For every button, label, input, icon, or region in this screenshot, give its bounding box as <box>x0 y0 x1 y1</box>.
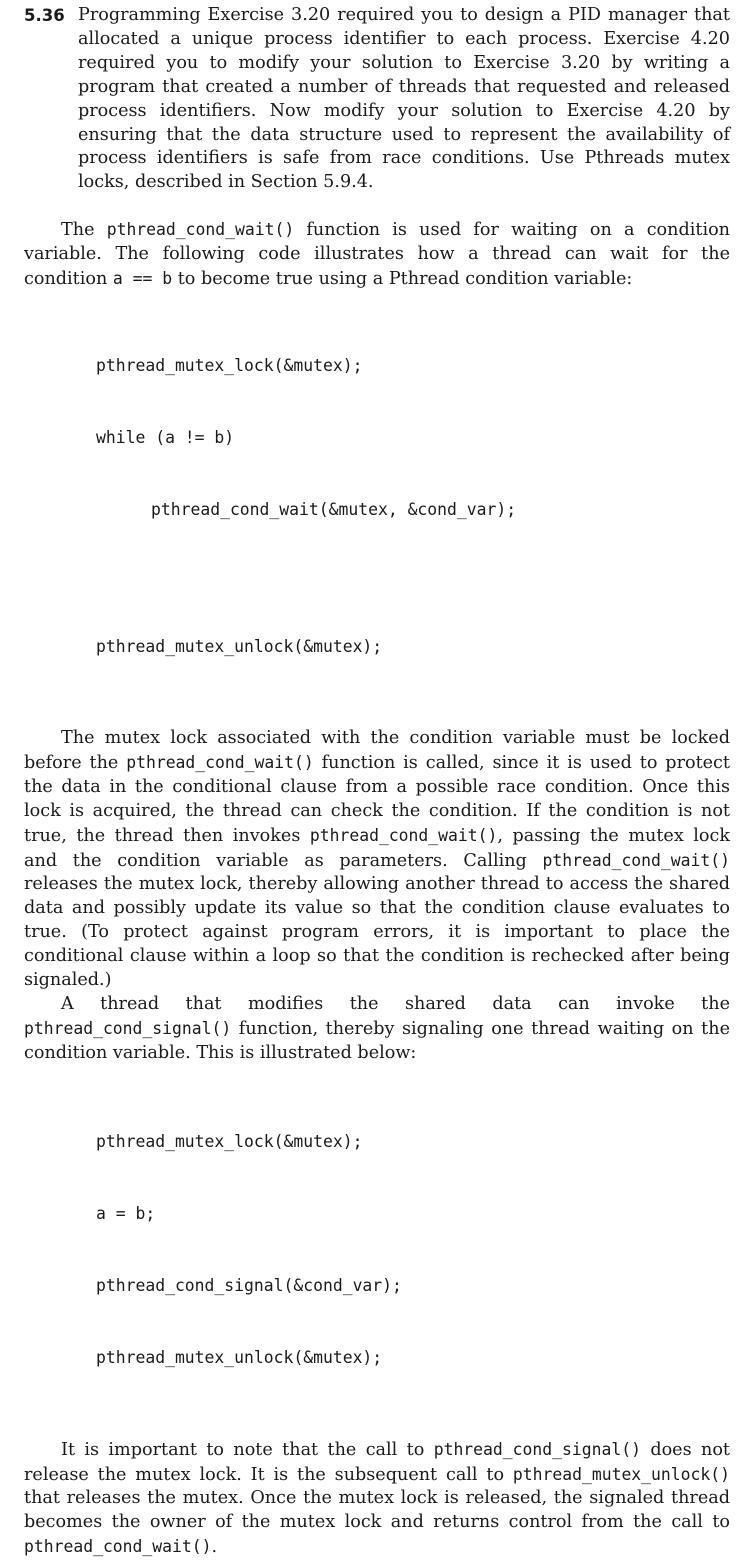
text-span: to become true using a Pthread condition variable: <box>172 269 633 290</box>
text-span: It is important to note that the call to <box>61 1439 434 1460</box>
code-block-wait <box>24 306 730 707</box>
inline-code: pthread_mutex_unlock() <box>512 1464 730 1484</box>
document-page <box>24 4 730 1560</box>
code-block-signal <box>24 1082 730 1418</box>
paragraph-cond-wait-intro <box>24 218 730 292</box>
exercise-number: 5.36 <box>24 6 65 25</box>
code-line: pthread_mutex_unlock(&mutex); <box>96 636 383 656</box>
text-span: releases the mutex lock, thereby allowing another thread to access the shared data and possibly update its value so that the condition clause evaluates to true. (To protect against program errors, it is important to place the conditional clause within a loop so that the condition is rechecked after being signaled.) <box>24 874 730 991</box>
inline-code: pthread_cond_wait() <box>542 850 730 870</box>
inline-code: pthread_cond_signal() <box>433 1439 641 1459</box>
text-span: A thread that modifies the shared data can invoke the <box>61 993 730 1014</box>
code-line: pthread_mutex_lock(&mutex); <box>96 1131 363 1151</box>
code-line: pthread_cond_wait(&mutex, &cond_var); <box>151 499 517 519</box>
code-line: while (a != b) <box>96 427 235 447</box>
exercise-text: Programming Exercise 3.20 required you to design a PID manager that allocated a unique process identifier to each process. Exercise 4.20 required you to modify your solution to Exercise 3.20 by writing a program that created a number of threads that requested and released process identifiers. Now modify your solution to Exercise 4.20 by ensuring that the data structure used to represent the availability of process identifiers is safe from race conditions. Use Pthreads mutex locks, described in Section 5.9.4. <box>78 5 730 193</box>
inline-code: a == b <box>112 269 173 289</box>
text-span: that releases the mutex. Once the mutex lock is released, the signaled thread becomes the owner of the mutex lock and returns control from the call to <box>24 1488 730 1533</box>
inline-code: pthread_cond_wait() <box>24 1537 212 1557</box>
exercise-5-36 <box>24 4 730 195</box>
text-span: function is used for waiting on a condition variable. The following code illustrates how a thread can wait for the condition <box>24 220 730 290</box>
text-span: . <box>211 1537 218 1558</box>
code-line: a = b; <box>96 1203 156 1223</box>
text-span: function is called, since it is used to protect the data in the conditional clause from a possible race condition. Once this lock is acquired, the thread can check the condition. If the condition is not true, the thread then invokes <box>24 752 730 846</box>
paragraph-signal-note <box>24 1438 730 1560</box>
code-line: pthread_mutex_lock(&mutex); <box>96 355 363 375</box>
paragraph-cond-signal <box>24 993 730 1066</box>
text-span: does not release the mutex lock. It is the subsequent call to <box>24 1439 730 1485</box>
text-span: The mutex lock associated with the condition variable must be locked before the <box>24 727 730 773</box>
text-span: , passing the mutex lock and the condition variable as parameters. Calling <box>24 825 730 871</box>
inline-code: pthread_cond_signal() <box>24 1018 232 1038</box>
inline-code: pthread_cond_wait() <box>309 825 498 845</box>
paragraph-mutex-explanation <box>24 727 730 993</box>
inline-code: pthread_cond_wait() <box>126 752 314 772</box>
inline-code: pthread_cond_wait() <box>106 220 295 240</box>
code-line: pthread_mutex_unlock(&mutex); <box>96 1347 383 1367</box>
code-line: pthread_cond_signal(&cond_var); <box>96 1275 402 1295</box>
text-span: The <box>61 220 107 241</box>
text-span: function, thereby signaling one thread waiting on the condition variable. This is illustrated below: <box>24 1018 730 1063</box>
